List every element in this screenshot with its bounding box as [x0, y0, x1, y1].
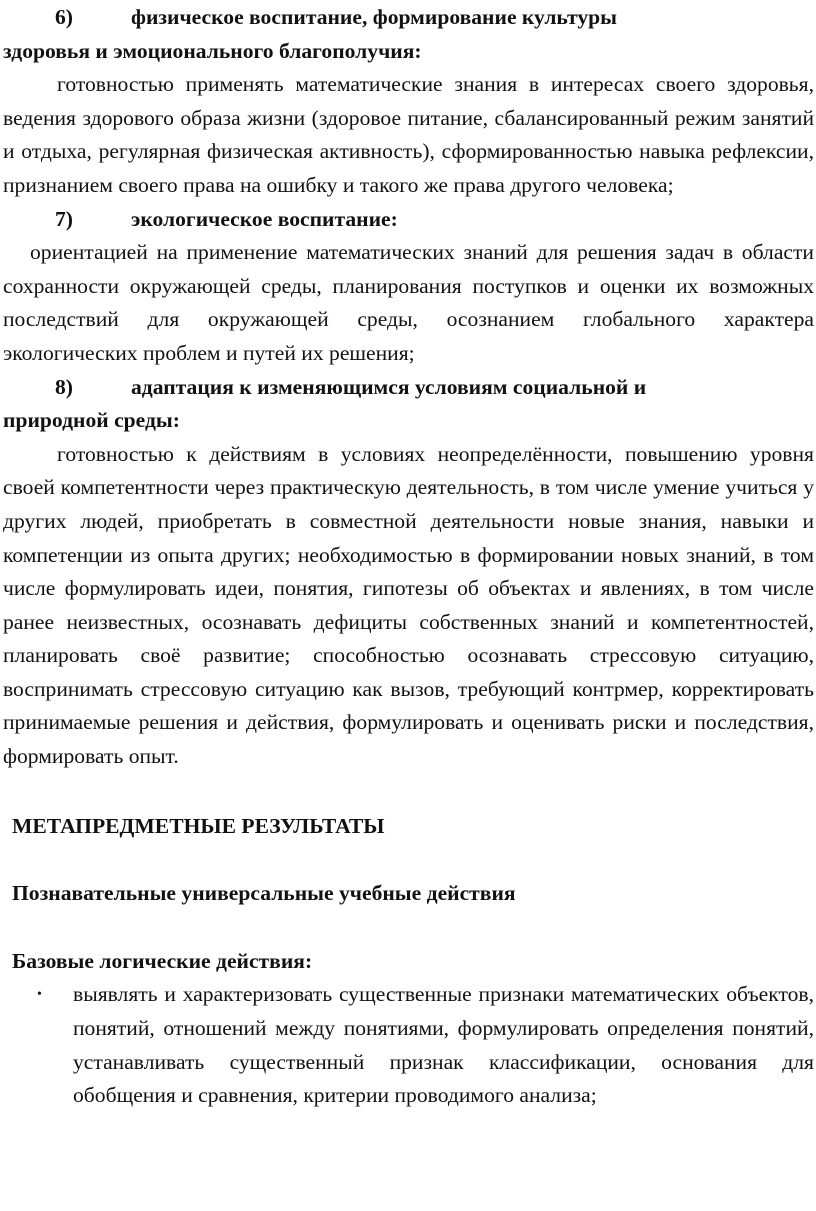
section-6-heading-cont: [3, 35, 814, 69]
cognitive-actions-heading: Познавательные универсальные учебные действия: [12, 881, 516, 906]
bullet-icon: •: [37, 987, 42, 1003]
section-6-title-line2: здоровья и эмоционального благополучия:: [3, 38, 422, 63]
section-6-heading: [3, 1, 814, 35]
document-page: [0, 1, 816, 1211]
section-6-title-line1: физическое воспитание, формирование культуры: [131, 5, 618, 29]
list-item: [37, 978, 814, 1112]
logic-actions-heading: Базовые логические действия:: [12, 948, 313, 973]
spacer: [3, 911, 814, 945]
list-item-text: выявлять и характеризовать существенные признаки математических объектов, понятий, отношений между понятиями, формулировать определения понятий, устанавливать существенный признак классификации, основания для обобщения и сравнения, критерии проводимого анализа;: [73, 982, 814, 1108]
section-8-heading: [3, 371, 814, 405]
meta-results-heading: МЕТАПРЕДМЕТНЫЕ РЕЗУЛЬТАТЫ: [12, 813, 385, 838]
section-7-title: экологическое воспитание:: [131, 206, 398, 231]
section-6-number: 6): [55, 5, 73, 29]
section-8-text: готовностью к действиям в условиях неопределённости, повышению уровня своей компетентности через практическую деятельность, в том числе умение учиться у других людей, приобретать в совместной деятельности новые знания, навыки и компетенции из опыта других; необходимостью в формировании новых знаний, в том числе формулировать идеи, понятия, гипотезы об объектах и явлениях, в том числе ранее неизвестных, осознавать дефициты собственных знаний и компетентностей, планировать своё развитие; способностью осознавать стрессовую ситуацию, воспринимать стрессовую ситуацию как вызов, требующий контрмер, корректировать принимаемые решения и действия, формулировать и оценивать риски и последствия, формировать опыт.: [3, 441, 814, 769]
section-7-heading: [3, 203, 814, 237]
section-7-number: 7): [55, 206, 73, 231]
section-7-text: ориентацией на применение математических знаний для решения задач в области сохранности окружающей среды, планирования поступков и оценки их возможных последствий для окружающей среды, осознанием глобального характера экологических проблем и путей их решения;: [3, 240, 814, 365]
spacer: [3, 774, 814, 810]
spacer: [3, 843, 814, 877]
section-8-title-line2: природной среды:: [3, 408, 180, 433]
section-8-number: 8): [55, 374, 73, 399]
section-6-text: готовностью применять математические знания в интересах своего здоровья, ведения здорового образа жизни (здоровое питание, сбалансированный режим занятий и отдыха, регулярная физическая активность), сформированностью навыка рефлексии, признанием своего права на ошибку и такого же права другого человека;: [3, 72, 814, 197]
section-8-title-line1: адаптация к изменяющимся условиям социальной и: [131, 374, 647, 399]
section-8-heading-cont: [3, 404, 814, 438]
logic-actions-list: [3, 978, 814, 1112]
